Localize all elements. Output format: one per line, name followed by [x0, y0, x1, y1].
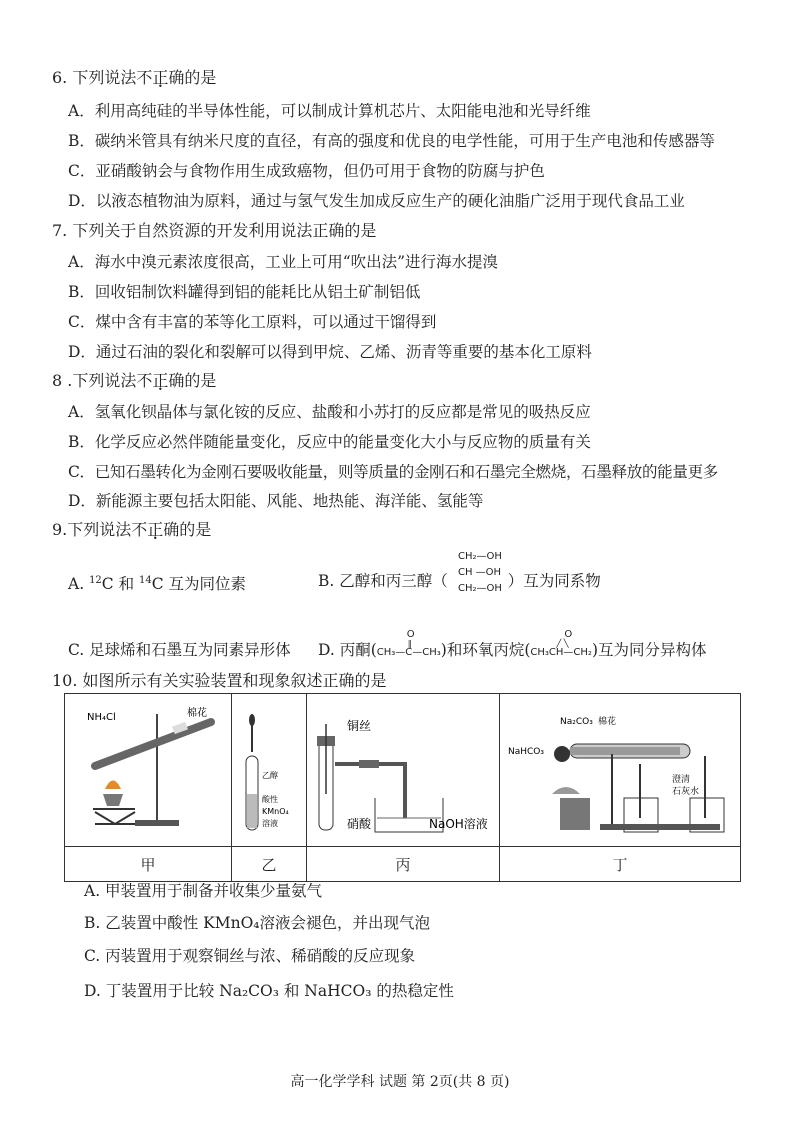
q6-option-b[interactable]: B．碳纳米管具有纳米尺度的直径，有高的强度和优良的电学性能，可用于生产电池和传感器等 [68, 132, 715, 150]
panel-label-bing: 丙 [307, 847, 500, 882]
page-footer: 高一化学学科 试题 第 2页(共 8 页) [290, 1074, 510, 1090]
glycerol-structure: CH₂—OH CH —OH CH₂—OH [458, 551, 502, 594]
apparatus-table [64, 693, 741, 882]
q6-option-c[interactable]: C．亚硝酸钠会与食物作用生成致癌物，但仍可用于食物的防腐与护色 [68, 162, 545, 180]
panel-ding [500, 694, 741, 847]
svg-text:NaOH溶液: NaOH溶液 [429, 817, 488, 831]
panel-label-yi: 乙 [232, 847, 307, 882]
q8-option-d[interactable]: D．新能源主要包括太阳能、风能、地热能、海洋能、氢能等 [68, 492, 484, 510]
carbonate-stability-image [500, 694, 740, 842]
q6-option-d[interactable]: D．以液态植物油为原料，通过与氢气发生加成反应生产的硬化油脂广泛用于现代食品工业 [68, 192, 685, 210]
q9-option-b[interactable]: B. 乙醇和丙三醇（ ）互为同系物 [318, 572, 601, 590]
q10-option-c[interactable]: C. 丙装置用于观察铜丝与浓、稀硝酸的反应现象 [84, 947, 416, 965]
epoxide-structure: O ╱ ╲ CH₃CH—CH₂ [530, 629, 592, 658]
q8-option-c[interactable]: C．已知石墨转化为金刚石要吸收能量，则等质量的金刚石和石墨完全燃烧，石墨释放的能量更多 [68, 463, 718, 481]
panel-bing [307, 694, 500, 847]
svg-text:硝酸: 硝酸 [347, 817, 372, 831]
q10-option-a[interactable]: A. 甲装置用于制备并收集少量氨气 [84, 882, 323, 900]
svg-text:溶液: 溶液 [262, 819, 278, 828]
svg-text:棉花: 棉花 [598, 717, 617, 727]
svg-text:KMnO₄: KMnO₄ [262, 807, 289, 816]
panel-label-jia: 甲 [65, 847, 232, 882]
svg-text:乙醇: 乙醇 [262, 771, 278, 780]
q6-option-a[interactable]: A．利用高纯硅的半导体性能，可以制成计算机芯片、太阳能电池和光导纤维 [68, 102, 591, 120]
q10-option-d[interactable]: D. 丁装置用于比较 Na₂CO₃ 和 NaHCO₃ 的热稳定性 [84, 982, 454, 1000]
q8-stem: 8 .下列说法不正确的是 [52, 371, 217, 390]
q7-option-a[interactable]: A．海水中溴元素浓度很高，工业上可用“吹出法”进行海水提溴 [68, 253, 499, 271]
svg-text:棉花: 棉花 [187, 708, 207, 719]
q7-stem: 7. 下列关于自然资源的开发利用说法正确的是 [52, 221, 377, 240]
svg-text:石灰水: 石灰水 [672, 787, 700, 797]
acetone-structure: O ‖ CH₃—C—CH₃ [376, 629, 441, 658]
q7-option-d[interactable]: D．通过石油的裂化和裂解可以得到甲烷、乙烯、沥青等重要的基本化工原料 [68, 343, 592, 361]
emphasis-text: 不正确 [131, 520, 180, 539]
ammonia-apparatus-image [65, 694, 231, 842]
emphasis-text: 不正确 [136, 68, 185, 87]
svg-text:酸性: 酸性 [262, 795, 278, 804]
q9-option-a[interactable]: A. $^{12}$C 和 $^{14}$C 互为同位素 [68, 575, 247, 594]
q10-option-b[interactable]: B. 乙装置中酸性 KMnO₄溶液会褪色，并出现气泡 [84, 914, 431, 932]
svg-text:澄清: 澄清 [672, 775, 691, 785]
q9-option-d[interactable]: D. 丙酮( O ‖ CH₃—C—CH₃)和环氧丙烷( O ╱ ╲ CH₃CH—CH₂)互为同分异构体 [318, 640, 707, 663]
panel-yi [232, 694, 307, 847]
svg-text:NH₄Cl: NH₄Cl [87, 712, 116, 723]
emphasis-text: 不正确 [136, 371, 185, 390]
q8-option-a[interactable]: A．氢氧化钡晶体与氯化铵的反应、盐酸和小苏打的反应都是常见的吸热反应 [68, 403, 591, 421]
q10-stem: 10. 如图所示有关实验装置和现象叙述正确的是 [52, 671, 387, 690]
q6-stem: 6. 下列说法不正确的是 [52, 68, 217, 87]
q7-option-b[interactable]: B．回收铝制饮料罐得到铝的能耗比从铝土矿制铝低 [68, 283, 421, 301]
q9-option-c[interactable]: C. 足球烯和石墨互为同素异形体 [68, 641, 291, 659]
q7-option-c[interactable]: C．煤中含有丰富的苯等化工原料，可以通过干馏得到 [68, 313, 437, 331]
q9-stem: 9.下列说法不正确的是 [52, 520, 212, 539]
svg-text:铜丝: 铜丝 [347, 719, 372, 733]
svg-text:Na₂CO₃: Na₂CO₃ [560, 717, 593, 727]
copper-nitric-acid-image [307, 694, 499, 842]
ethanol-kmno4-image [232, 694, 306, 842]
svg-text:NaHCO₃: NaHCO₃ [508, 747, 544, 757]
panel-label-ding: 丁 [500, 847, 741, 882]
q8-option-b[interactable]: B．化学反应必然伴随能量变化，反应中的能量变化大小与反应物的质量有关 [68, 433, 591, 451]
panel-jia [65, 694, 232, 847]
